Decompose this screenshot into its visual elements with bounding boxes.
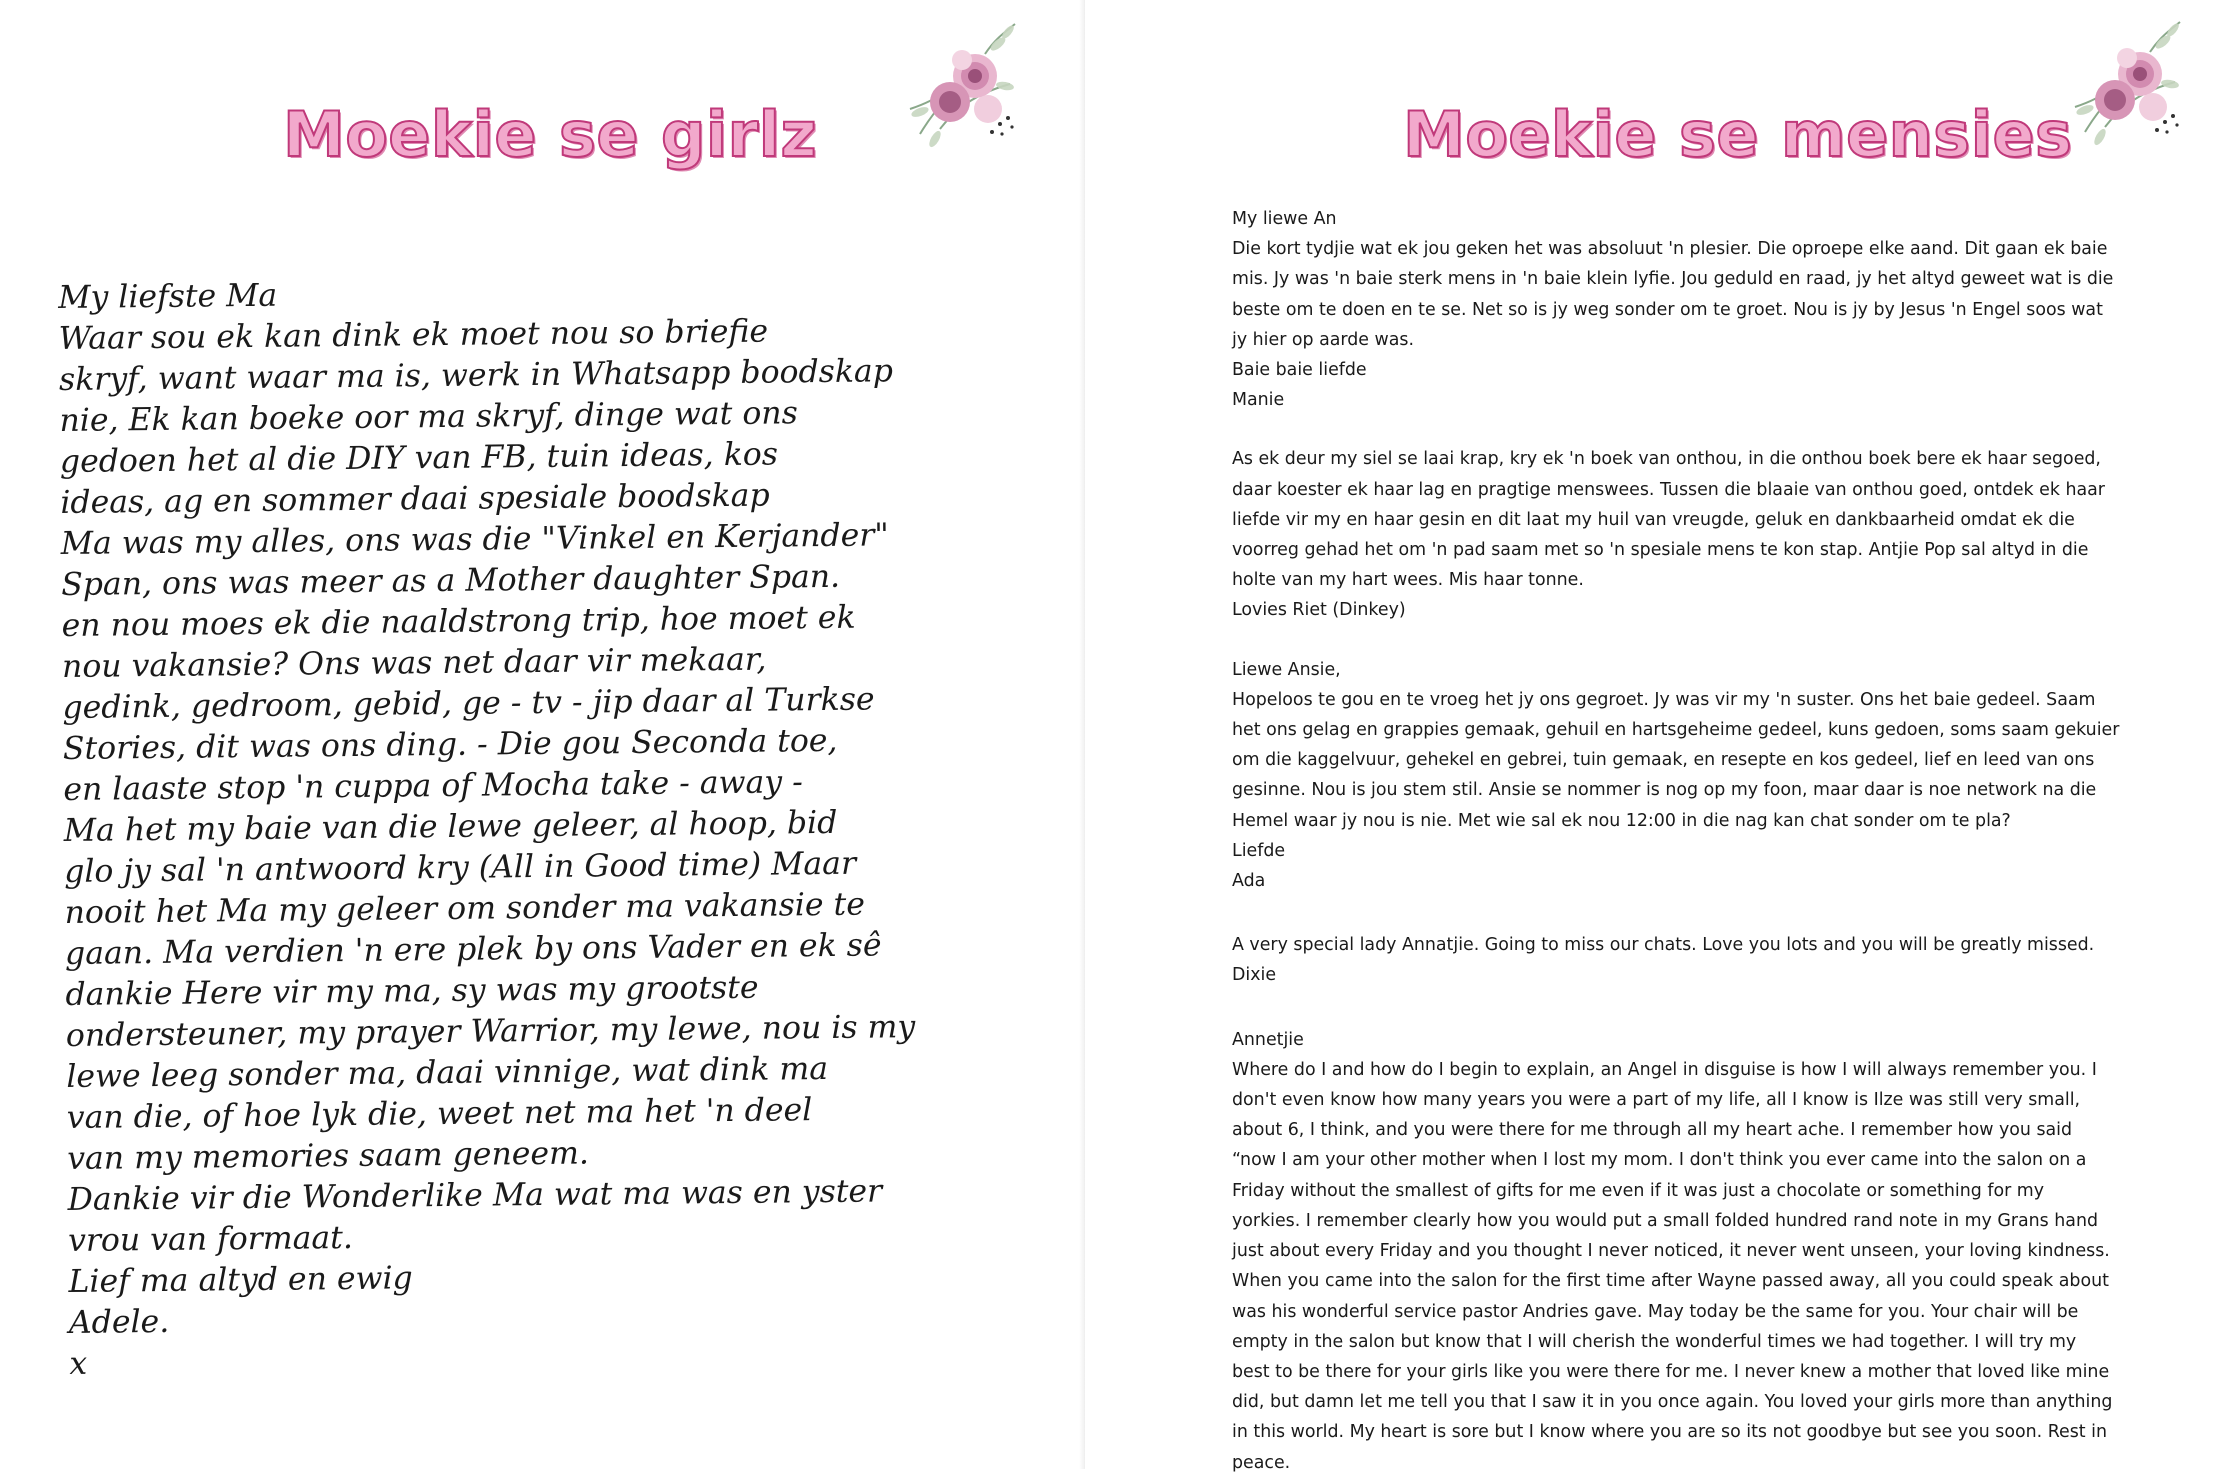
letter-line: Stories, dit was ons ding. - Die gou Seconda toe, bbox=[62, 722, 838, 767]
message-line: jy hier op aarde was. bbox=[1232, 329, 1414, 350]
right-page bbox=[1085, 0, 2232, 1473]
message-line: holte van my hart wees. Mis haar tonne. bbox=[1232, 570, 1584, 591]
message-line: Liefde bbox=[1232, 840, 1286, 861]
message-line: yorkies. I remember clearly how you would put a small folded hundred rand note in my Grans hand bbox=[1232, 1210, 2099, 1231]
letter-line: ondersteuner, my prayer Warrior, my lewe, nou is my bbox=[65, 1009, 916, 1054]
letter-line: Lief ma altyd en ewig bbox=[68, 1260, 413, 1300]
letter-line: Span, ons was meer as a Mother daughter Span. bbox=[61, 558, 841, 603]
left-page bbox=[0, 0, 1085, 1469]
message-line: Hemel waar jy nou is nie. Met wie sal ek nou 12:00 in die nag kan chat sonder om te pla? bbox=[1232, 810, 2011, 831]
message-line: Liewe Ansie, bbox=[1232, 659, 1341, 680]
letter-line: van die, of hoe lyk die, weet net ma het 'n deel bbox=[66, 1092, 813, 1136]
letter-line: Adele. bbox=[68, 1303, 170, 1341]
condolence-message bbox=[1232, 930, 2132, 990]
letter-line: Waar sou ek kan dink ek moet nou so briefie bbox=[58, 313, 769, 357]
letter-line: nou vakansie? Ons was net daar vir mekaar, bbox=[61, 641, 767, 685]
letter-line: gedink, gedroom, gebid, ge - tv - jip daar al Turkse bbox=[62, 681, 875, 726]
message-line: best to be there for your girls like you were there for me. I never knew a mother that loved like mine bbox=[1232, 1361, 2110, 1382]
message-line: As ek deur my siel se laai krap, kry ek 'n boek van onthou, in die onthou boek bere ek haar segoed, bbox=[1232, 449, 2101, 470]
letter-line: glo jy sal 'n antwoord kry (All in Good time) Maar bbox=[64, 845, 857, 890]
message-line: beste om te doen en te se. Net so is jy weg sonder om te groet. Nou is jy by Jesus 'n Engel soos wat bbox=[1232, 299, 2103, 320]
message-line: A very special lady Annatjie. Going to miss our chats. Love you lots and you will be greatly missed. bbox=[1232, 935, 2095, 956]
letter-line: gedoen het al die DIY van FB, tuin ideas, kos bbox=[59, 436, 779, 480]
message-line: My liewe An bbox=[1232, 209, 1337, 229]
message-line: was his wonderful service pastor Andries gave. May today be the same for you. Your chair will be bbox=[1232, 1301, 2079, 1322]
message-line: Annetjie bbox=[1232, 1029, 1304, 1050]
letter-line: gaan. Ma verdien 'n ere plek by ons Vader en ek sê bbox=[64, 927, 882, 972]
letter-line: Ma was my alles, ons was die "Vinkel en Kerjander" bbox=[60, 517, 889, 562]
message-line: voorreg gehad het om 'n pad saam met so 'n spesiale mens te kon stap. Antjie Pop sal altyd in die bbox=[1232, 540, 2089, 561]
letter-line: ideas, ag en sommer daai spesiale boodskap bbox=[60, 477, 770, 521]
handwritten-letter bbox=[58, 268, 1030, 1385]
letter-line: x bbox=[69, 1345, 88, 1382]
condolence-message bbox=[1232, 1025, 2132, 1478]
message-line: Friday without the smallest of gifts for me even if it was just a chocolate or something for my bbox=[1232, 1180, 2044, 1201]
message-line: did, but damn let me tell you that I saw it in you once again. You loved your girls more than anything bbox=[1232, 1392, 2113, 1413]
message-line: When you came into the salon for the first time after Wayne passed away, all you could speak about bbox=[1232, 1271, 2109, 1292]
message-line: mis. Jy was 'n baie sterk mens in 'n baie klein lyfie. Jou geduld en raad, jy het altyd geweet wat is die bbox=[1232, 269, 2114, 290]
floral-bouquet-icon bbox=[2045, 12, 2195, 162]
message-line: empty in the salon but know that I will cherish the wonderful times we had together. I will try my bbox=[1232, 1331, 2077, 1352]
message-line: about 6, I think, and you were there for me through all my heart ache. I remember how you said bbox=[1232, 1120, 2073, 1141]
letter-line: vrou van formaat. bbox=[67, 1219, 354, 1259]
message-line: Hopeloos te gou en te vroeg het jy ons gegroet. Jy was vir my 'n suster. Ons het baie gedeel. Saam bbox=[1232, 689, 2096, 710]
condolence-message bbox=[1232, 444, 2132, 625]
message-line: Manie bbox=[1232, 390, 1285, 411]
message-line: gesinne. Nou is jou stem stil. Ansie se nommer is nog op my foon, maar daar is noe network na die bbox=[1232, 780, 2097, 801]
letter-line: van my memories saam geneem. bbox=[67, 1135, 590, 1177]
letter-line: My liefste Ma bbox=[58, 277, 278, 316]
message-line: Where do I and how do I begin to explain, an Angel in disguise is how I will always remember you. I bbox=[1232, 1059, 2097, 1080]
condolence-message bbox=[1232, 655, 2132, 897]
letter-line: skryf, want waar ma is, werk in Whatsapp boodskap bbox=[58, 353, 894, 398]
message-line: Die kort tydjie wat ek jou geken het was absoluut 'n plesier. Die oproepe elke aand. Dit gaan ek baie bbox=[1232, 239, 2108, 260]
message-line: om die kaggelvuur, gehekel en gebrei, tuin gemaak, en resepte en kos gedeel, lief en leed van ons bbox=[1232, 750, 2095, 771]
page-title: Moekie se girlz bbox=[283, 98, 818, 171]
letter-line: lewe leeg sonder ma, daai vinnige, wat dink ma bbox=[66, 1050, 829, 1095]
letter-line: Dankie vir die Wonderlike Ma wat ma was en yster bbox=[67, 1173, 883, 1218]
letter-line: nie, Ek kan boeke oor ma skryf, dinge wat ons bbox=[59, 395, 798, 439]
message-line: Dixie bbox=[1232, 965, 1277, 986]
message-line: het ons gelag en grappies gemaak, gehuil en hartsgeheime gedeel, kuns gedoen, soms saam gekuier bbox=[1232, 720, 2120, 741]
message-line: Lovies Riet (Dinkey) bbox=[1232, 600, 1406, 621]
message-line: Ada bbox=[1232, 871, 1266, 892]
message-line: just about every Friday and you thought I never noticed, it never went unseen, your loving kindness. bbox=[1232, 1241, 2110, 1262]
letter-line: en laaste stop 'n cuppa of Mocha take - away - bbox=[63, 764, 803, 808]
message-line: don't even know how many years you were a part of my life, all I know is Ilze was still very small, bbox=[1232, 1090, 2081, 1111]
typed-messages bbox=[1232, 204, 2132, 1478]
message-line: “now I am your other mother when I lost my mom. I don't think you ever came into the salon on a bbox=[1232, 1150, 2087, 1171]
floral-bouquet-icon bbox=[880, 14, 1030, 164]
message-line: daar koester ek haar lag en pragtige menswees. Tussen die blaaie van onthou goed, ontdek ek haar bbox=[1232, 479, 2105, 500]
condolence-message bbox=[1232, 204, 2132, 415]
message-line: liefde vir my en haar gesin en dit laat my huil van vreugde, geluk en dankbaarheid omdat ek die bbox=[1232, 509, 2075, 530]
letter-line: Ma het my baie van die lewe geleer, al hoop, bid bbox=[63, 804, 838, 849]
message-line: peace. bbox=[1232, 1452, 1291, 1473]
letter-line: nooit het Ma my geleer om sonder ma vakansie te bbox=[64, 886, 866, 931]
message-line: in this world. My heart is sore but I know where you are so its not goodbye but see you soon. Rest in bbox=[1232, 1422, 2107, 1443]
letter-line: en nou moes ek die naaldstrong trip, hoe moet ek bbox=[61, 599, 856, 644]
letter-line: dankie Here vir my ma, sy was my grootste bbox=[65, 969, 759, 1013]
message-line: Baie baie liefde bbox=[1232, 360, 1367, 381]
page-title: Moekie se mensies bbox=[1403, 98, 2073, 171]
